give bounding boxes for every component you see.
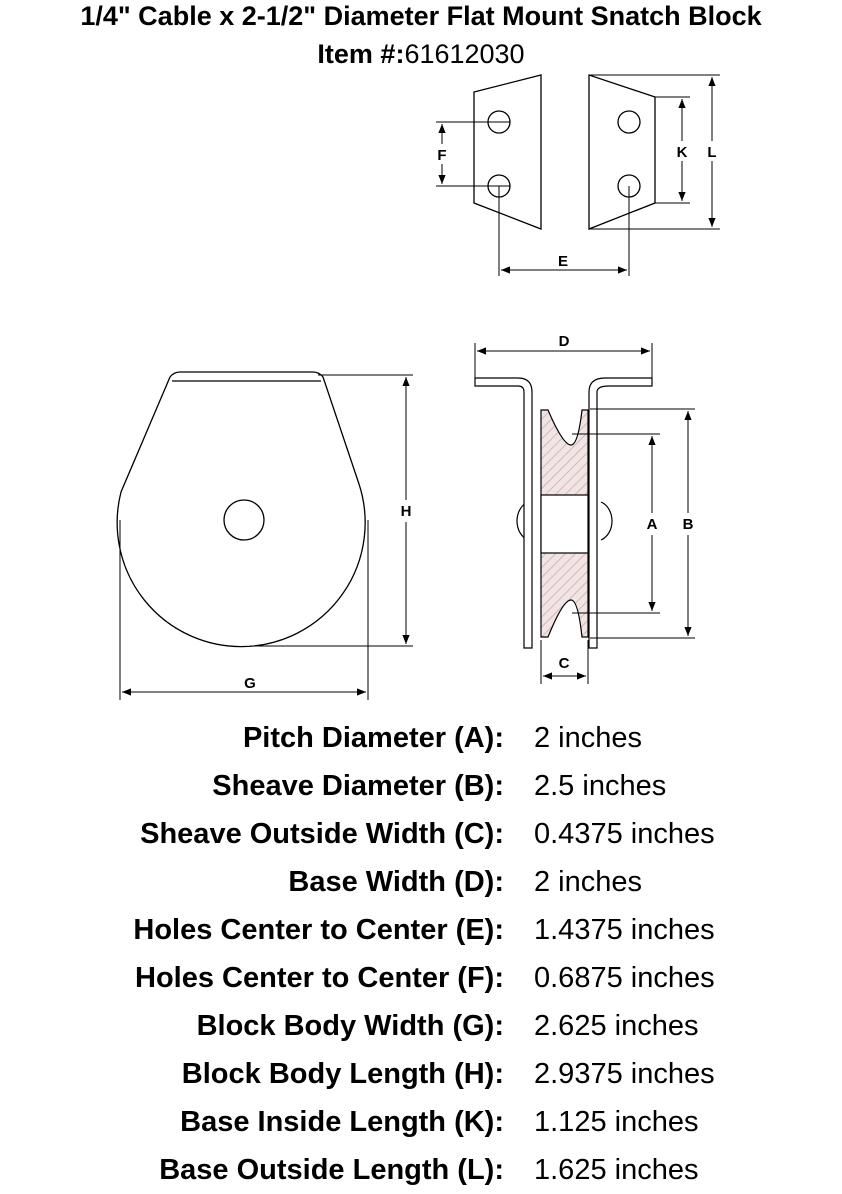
- spec-label: Holes Center to Center (F):: [135, 962, 504, 994]
- label-b: B: [682, 516, 694, 533]
- spec-label: Base Width (D):: [288, 866, 504, 898]
- label-k: K: [676, 144, 688, 161]
- spec-row-holes-f: [0, 958, 842, 1002]
- label-h: H: [400, 503, 412, 520]
- spec-row-sheave-diameter: [0, 766, 842, 810]
- item-number: 61612030: [404, 39, 525, 69]
- spec-label: Block Body Length (H):: [181, 1058, 504, 1090]
- spec-label: Sheave Diameter (B):: [212, 770, 504, 802]
- item-label: Item #:: [317, 39, 405, 69]
- spec-label: Base Outside Length (L):: [159, 1154, 504, 1186]
- spec-value: 2.9375 inches: [534, 1058, 715, 1090]
- spec-value: 0.4375 inches: [534, 818, 715, 850]
- spec-value: 1.125 inches: [534, 1106, 699, 1138]
- spec-row-base-inside-length: [0, 1102, 842, 1146]
- base-plate-left-view: [474, 75, 541, 229]
- dimension-h: [250, 375, 413, 646]
- spec-row-base-outside-length: [0, 1150, 842, 1194]
- label-c: C: [558, 655, 570, 672]
- label-e: E: [557, 253, 569, 270]
- sheave-side-view: [475, 378, 652, 648]
- page-title: 1/4" Cable x 2-1/2" Diameter Flat Mount Snatch Block: [80, 1, 762, 31]
- spec-value: 2.625 inches: [534, 1010, 699, 1042]
- spec-label: Pitch Diameter (A):: [242, 722, 504, 754]
- spec-value: 2 inches: [534, 722, 643, 754]
- spec-row-block-body-length: [0, 1054, 842, 1098]
- spec-value: 2.5 inches: [534, 770, 667, 802]
- block-body-front-view: [117, 372, 365, 647]
- spec-label: Block Body Width (G):: [196, 1010, 504, 1042]
- label-d: D: [558, 333, 570, 350]
- spec-value: 2 inches: [534, 866, 643, 898]
- label-g: G: [244, 675, 256, 692]
- spec-label: Base Inside Length (K):: [180, 1106, 504, 1138]
- spec-value: 1.4375 inches: [534, 914, 715, 946]
- base-plate-right-view: [589, 75, 655, 229]
- spec-value: 1.625 inches: [534, 1154, 699, 1186]
- label-l: L: [707, 144, 717, 161]
- spec-row-pitch-diameter: [0, 718, 842, 762]
- spec-row-sheave-outside-width: [0, 814, 842, 858]
- spec-label: Sheave Outside Width (C):: [140, 818, 504, 850]
- dimension-g: [120, 520, 368, 700]
- spec-value: 0.6875 inches: [534, 962, 715, 994]
- spec-row-base-width: [0, 862, 842, 906]
- spec-row-block-body-width: [0, 1006, 842, 1050]
- spec-row-holes-e: [0, 910, 842, 954]
- spec-label: Holes Center to Center (E):: [133, 914, 504, 946]
- label-a: A: [646, 516, 658, 533]
- label-f: F: [437, 147, 447, 164]
